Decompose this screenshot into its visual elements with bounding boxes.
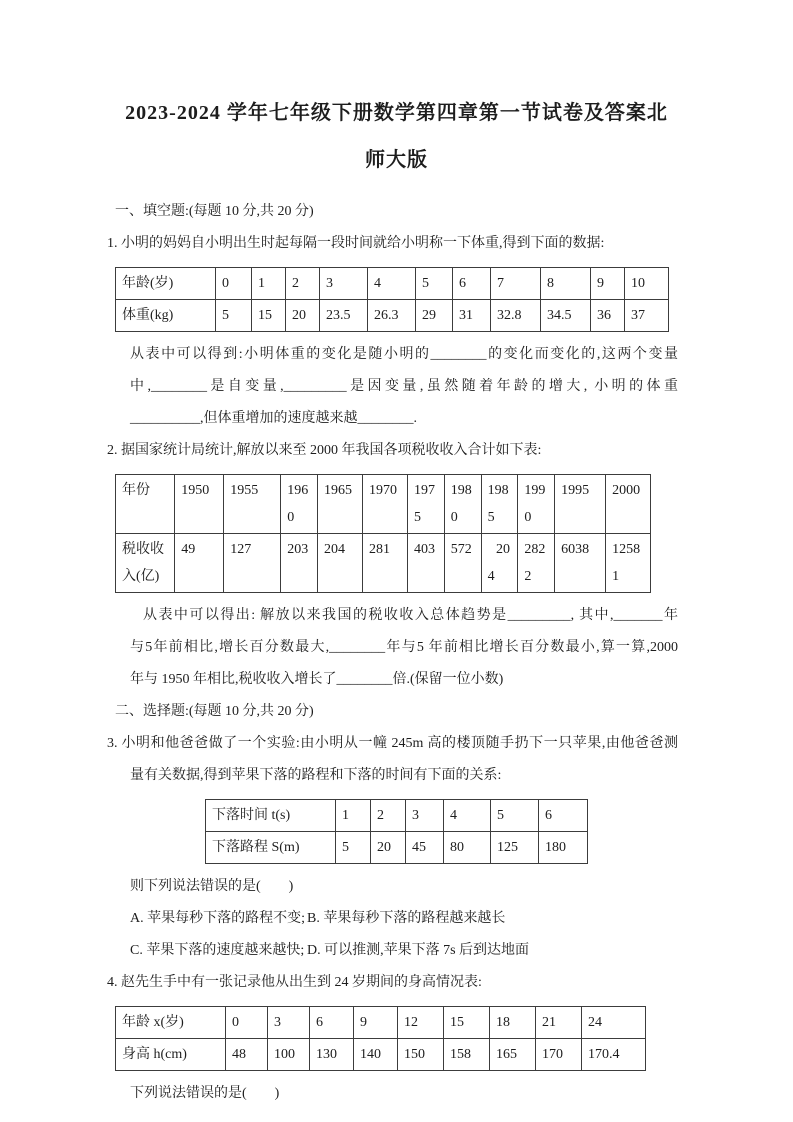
table-cell: 130: [310, 1039, 354, 1071]
question-3-stem-line-2: 量有关数据,得到苹果下落的路程和下落的时间有下面的关系:: [130, 768, 502, 783]
table-cell: 1970: [362, 475, 407, 534]
section-2-heading: 二、选择题:(每题 10 分,共 20 分): [115, 704, 314, 719]
table-cell: 127: [224, 534, 281, 593]
table-cell: 6: [310, 1007, 354, 1039]
table-cell: 1: [252, 268, 286, 300]
table-cell: 12: [398, 1007, 444, 1039]
question-3-stem-line-1: 3. 小明和他爸爸做了一个实验:由小明从一幢 245m 高的楼顶随手扔下一只苹果,由他爸爸测: [107, 736, 678, 751]
table-cell: 9: [591, 268, 625, 300]
table-cell: 0: [216, 268, 252, 300]
question-2-fill-line-2: 与5年前相比,增长百分数最大,________年与5 年前相比增长百分数最小,算一算,2000: [130, 640, 678, 655]
table-cell: 204: [481, 534, 518, 593]
table-cell: 20: [371, 832, 406, 864]
question-4-prompt: 下列说法错误的是( ): [130, 1086, 280, 1101]
question-1-stem: 1. 小明的妈妈自小明出生时起每隔一段时间就给小明称一下体重,得到下面的数据:: [107, 236, 605, 251]
table-cell: 3: [320, 268, 368, 300]
table-row: [116, 268, 669, 300]
table-row: [116, 1039, 646, 1071]
table-cell: 49: [175, 534, 224, 593]
option-row-cd: [130, 935, 678, 967]
question-1-fill-line-2: 中,________是自变量,_________是因变量,虽然随着年龄的增大, 小明的体重: [130, 379, 678, 394]
table-cell: 年份: [116, 475, 175, 534]
table-cell: 10: [625, 268, 669, 300]
table-cell: 5: [491, 800, 539, 832]
table-cell: 1980: [444, 475, 481, 534]
page-title-line-1: 2023-2024 学年七年级下册数学第四章第一节试卷及答案北: [125, 102, 668, 124]
table-cell: 45: [406, 832, 444, 864]
table-row: [206, 800, 588, 832]
table-cell: 2000: [606, 475, 651, 534]
table-cell: 100: [268, 1039, 310, 1071]
table-cell: 80: [444, 832, 491, 864]
table-cell: 8: [541, 268, 591, 300]
table-cell: 6: [453, 268, 491, 300]
table-cell: 2: [371, 800, 406, 832]
table-cell: 125: [491, 832, 539, 864]
question-3-options: [107, 903, 678, 967]
table-cell: 15: [252, 300, 286, 332]
table-cell: 0: [226, 1007, 268, 1039]
table-row: [206, 832, 588, 864]
table-cell: 6: [539, 800, 588, 832]
table-cell: 170: [536, 1039, 582, 1071]
page-title: [0, 90, 793, 184]
table-cell: 31: [453, 300, 491, 332]
table-cell: 4: [444, 800, 491, 832]
table-cell: 1990: [518, 475, 555, 534]
question-1-fill-line-3: __________,但体重增加的速度越来越________.: [130, 411, 417, 426]
table-cell: 6038: [555, 534, 606, 593]
table-cell: 37: [625, 300, 669, 332]
table-cell: 2822: [518, 534, 555, 593]
table-cell: 1: [336, 800, 371, 832]
table-cell: 48: [226, 1039, 268, 1071]
table-cell: 281: [362, 534, 407, 593]
table-cell: 2: [286, 268, 320, 300]
table-row: [116, 475, 651, 534]
section-1-heading: 一、填空题:(每题 10 分,共 20 分): [115, 204, 314, 219]
table-cell: 5: [216, 300, 252, 332]
table-cell: 年龄(岁): [116, 268, 216, 300]
table-cell: 身高 h(cm): [116, 1039, 226, 1071]
table-row: [116, 534, 651, 593]
table-cell: 18: [490, 1007, 536, 1039]
table-cell: 204: [317, 534, 362, 593]
table-cell: 29: [416, 300, 453, 332]
table-cell: 税收收入(亿): [116, 534, 175, 593]
question-3-prompt: 则下列说法错误的是( ): [130, 879, 294, 894]
table-cell: 1965: [317, 475, 362, 534]
table-cell: 158: [444, 1039, 490, 1071]
exam-content: [107, 196, 678, 1110]
table-cell: 5: [416, 268, 453, 300]
table-cell: 140: [354, 1039, 398, 1071]
table-cell: 7: [491, 268, 541, 300]
apple-fall-table: [205, 799, 588, 864]
table-row: [116, 300, 669, 332]
table-cell: 1960: [281, 475, 318, 534]
table-cell: 1985: [481, 475, 518, 534]
question-1-fill-line-1: 从表中可以得到:小明体重的变化是随小明的________的变化而变化的,这两个变量: [130, 347, 678, 362]
table-cell: 下落时间 t(s): [206, 800, 336, 832]
table-cell: 21: [536, 1007, 582, 1039]
table-cell: 32.8: [491, 300, 541, 332]
table-cell: 5: [336, 832, 371, 864]
table-cell: 20: [286, 300, 320, 332]
table-row: [116, 1007, 646, 1039]
table-cell: 3: [268, 1007, 310, 1039]
question-2-stem: 2. 据国家统计局统计,解放以来至 2000 年我国各项税收收入合计如下表:: [107, 443, 542, 458]
table-cell: 403: [407, 534, 444, 593]
table-cell: 150: [398, 1039, 444, 1071]
page-title-line-2: 师大版: [365, 149, 428, 171]
table-cell: 36: [591, 300, 625, 332]
option-row-ab: [130, 903, 678, 935]
table-cell: 1995: [555, 475, 606, 534]
table-cell: 体重(kg): [116, 300, 216, 332]
table-cell: 203: [281, 534, 318, 593]
table-cell: 572: [444, 534, 481, 593]
table-cell: 170.4: [582, 1039, 646, 1071]
question-4-stem: 4. 赵先生手中有一张记录他从出生到 24 岁期间的身高情况表:: [107, 975, 482, 990]
table-cell: 3: [406, 800, 444, 832]
table-cell: 180: [539, 832, 588, 864]
option-d: D. 可以推测,苹果下落 7s 后到达地面: [307, 943, 530, 958]
table-cell: 26.3: [368, 300, 416, 332]
table-cell: 1975: [407, 475, 444, 534]
option-b: B. 苹果每秒下落的路程越来越长: [307, 911, 506, 926]
table-cell: 9: [354, 1007, 398, 1039]
option-c: C. 苹果下落的速度越来越快;: [130, 943, 305, 958]
question-2-fill-line-1: 从表中可以得出: 解放以来我国的税收收入总体趋势是_________, 其中,_______年: [143, 608, 678, 623]
tax-revenue-table: [115, 474, 651, 593]
table-cell: 1950: [175, 475, 224, 534]
table-cell: 年龄 x(岁): [116, 1007, 226, 1039]
table-cell: 4: [368, 268, 416, 300]
table-cell: 1955: [224, 475, 281, 534]
table-cell: 下落路程 S(m): [206, 832, 336, 864]
weight-table: [115, 267, 669, 332]
option-a: A. 苹果每秒下落的路程不变;: [130, 911, 305, 926]
table-cell: 23.5: [320, 300, 368, 332]
table-cell: 165: [490, 1039, 536, 1071]
table-cell: 24: [582, 1007, 646, 1039]
table-cell: 12581: [606, 534, 651, 593]
table-cell: 34.5: [541, 300, 591, 332]
height-table: [115, 1006, 646, 1071]
question-2-fill-line-3: 年与 1950 年相比,税收收入增长了________倍.(保留一位小数): [130, 672, 504, 687]
table-cell: 15: [444, 1007, 490, 1039]
